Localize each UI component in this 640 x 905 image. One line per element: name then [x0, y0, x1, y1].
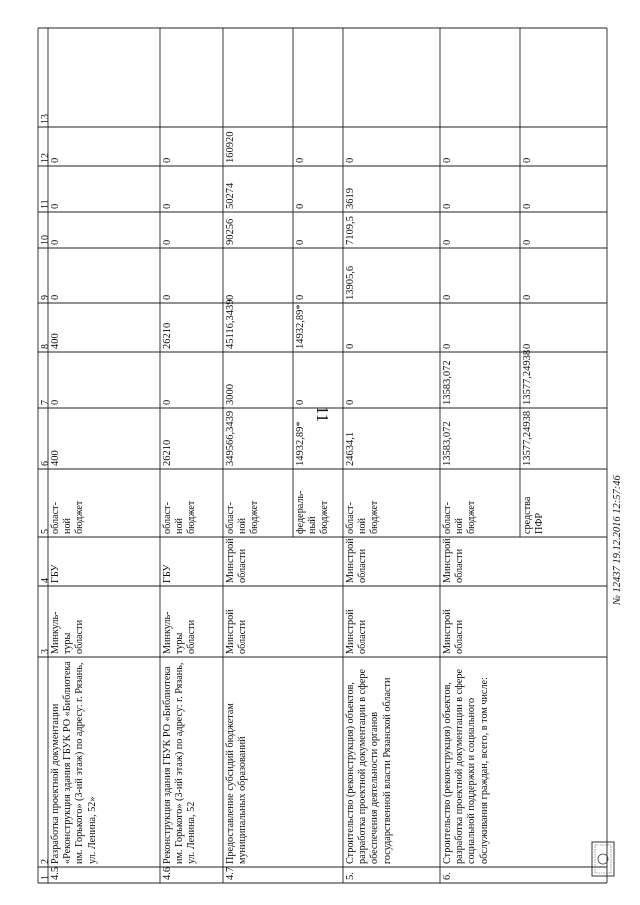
column-number-9: 9 — [40, 295, 51, 300]
amount-col-9: 0 — [162, 294, 173, 300]
amount-col-7: 0 — [162, 399, 173, 405]
amount-col-10: 0 — [522, 239, 533, 245]
row-name: Реконструкция здания ГБУК РО «Библиотека им. Горького» (3-ий этаж) по адресу: г. Рязань, ул. Ленина, 52 — [162, 662, 198, 864]
row-name: Строительство (реконструкция) объектов, разработка проектной документации в сфере социальной поддержки и социального обслуживания граждан, всего, в том числе: — [442, 668, 490, 864]
amount-col-7: 3000 — [225, 384, 236, 405]
column-number-4: 4 — [40, 578, 51, 583]
amount-col-10: 0 — [162, 239, 173, 245]
amount-col-9: 0 — [50, 294, 61, 300]
amount-col-9: 13905,6 — [345, 265, 356, 300]
amount-col-6: 400 — [50, 450, 61, 466]
row-number: 4.6 — [162, 866, 173, 880]
amount-col-6: 14932,89* — [295, 421, 306, 466]
row-customer: ГБУ — [50, 564, 61, 583]
amount-col-11: 50274 — [225, 182, 236, 209]
registration-stamp-icon — [590, 840, 616, 878]
amount-col-7: 13577,24938 — [522, 349, 533, 405]
column-number-3: 3 — [40, 649, 51, 654]
amount-col-9: 0 — [225, 294, 236, 300]
amount-col-12: 0 — [162, 157, 173, 163]
row-number: 4.5 — [50, 866, 61, 880]
row-number: 5. — [345, 872, 356, 880]
amount-col-8: 400 — [50, 333, 61, 349]
amount-col-11: 0 — [162, 203, 173, 209]
row-executor: Минкуль- туры области — [50, 611, 86, 654]
column-number-2: 2 — [40, 859, 51, 864]
amount-col-10: 0 — [50, 239, 61, 245]
funding-source: федераль- ный бюджет — [295, 490, 331, 534]
funding-source: област- ной бюджет — [345, 500, 381, 534]
row-customer: Минстрой области — [345, 538, 369, 583]
amount-col-8: 26210 — [162, 322, 173, 349]
amount-col-11: 0 — [522, 203, 533, 209]
column-number-6: 6 — [40, 461, 51, 466]
column-number-13: 13 — [40, 114, 51, 124]
row-executor: Минстрой области — [442, 609, 466, 654]
amount-col-11: 0 — [442, 203, 453, 209]
row-number: 6. — [442, 872, 453, 880]
amount-col-12: 0 — [50, 157, 61, 163]
amount-col-12: 0 — [522, 157, 533, 163]
row-name: Предоставление субсидий бюджетам муниципальных образований — [225, 703, 249, 864]
amount-col-9: 0 — [442, 294, 453, 300]
column-number-8: 8 — [40, 344, 51, 349]
row-customer: ГБУ — [162, 564, 173, 583]
amount-col-11: 3619 — [345, 188, 356, 209]
column-number-11: 11 — [40, 199, 51, 209]
amount-col-9: 0 — [522, 294, 533, 300]
amount-col-8: 0 — [522, 343, 533, 349]
amount-col-12: 160920 — [225, 131, 236, 163]
amount-col-8: 45116,3439 — [225, 299, 236, 349]
amount-col-6: 13583,072 — [442, 421, 453, 466]
row-name: Разработка проектной документации «Реконструкция здания ГБУК РО «Библиотека им. Горького» (3-ий этаж) по адресу: г. Рязань, ул. Ленина, 52» — [50, 661, 98, 864]
amount-col-9: 0 — [295, 294, 306, 300]
funding-source: област- ной бюджет — [442, 500, 478, 534]
row-executor: Минстрой области — [345, 609, 369, 654]
column-number-1: 1 — [40, 875, 51, 880]
amount-col-11: 0 — [295, 203, 306, 209]
amount-col-7: 13583,072 — [442, 360, 453, 405]
amount-col-8: 0 — [442, 343, 453, 349]
row-customer: Минстрой области — [442, 538, 466, 583]
amount-col-10: 0 — [442, 239, 453, 245]
amount-col-6: 24634,1 — [345, 431, 356, 466]
funding-source: област- ной бюджет — [50, 500, 86, 534]
amount-col-8: 14932,89* — [295, 304, 306, 349]
amount-col-6: 13577,24938 — [522, 410, 533, 466]
row-name: Строительство (реконструкция) объектов, разработка проектной документации в сфере обеспечения деятельности органов государственной власти Рязанской области — [345, 668, 393, 864]
amount-col-11: 0 — [50, 203, 61, 209]
amount-col-10: 0 — [295, 239, 306, 245]
column-number-5: 5 — [40, 529, 51, 534]
amount-col-12: 0 — [345, 157, 356, 163]
amount-col-12: 0 — [442, 157, 453, 163]
column-number-12: 12 — [40, 153, 51, 163]
amount-col-6: 26210 — [162, 439, 173, 466]
amount-col-7: 0 — [295, 399, 306, 405]
amount-col-12: 0 — [295, 157, 306, 163]
amount-col-7: 0 — [345, 399, 356, 405]
amount-col-10: 90256 — [225, 218, 236, 245]
row-customer: Минстрой области — [225, 538, 249, 583]
funding-source: средства ПФР — [522, 496, 546, 534]
row-executor: Минстрой области — [225, 609, 249, 654]
amount-col-7: 0 — [50, 399, 61, 405]
column-number-7: 7 — [40, 400, 51, 405]
amount-col-10: 7109,5 — [345, 216, 356, 245]
amount-col-6: 349566,3439 — [225, 410, 236, 466]
column-number-10: 10 — [40, 235, 51, 245]
funding-source: област- ной бюджет — [225, 500, 261, 534]
row-executor: Минкуль- туры области — [162, 611, 198, 654]
amount-col-8: 0 — [345, 343, 356, 349]
row-number: 4.7 — [225, 866, 236, 880]
funding-source: област- ной бюджет — [162, 500, 198, 534]
